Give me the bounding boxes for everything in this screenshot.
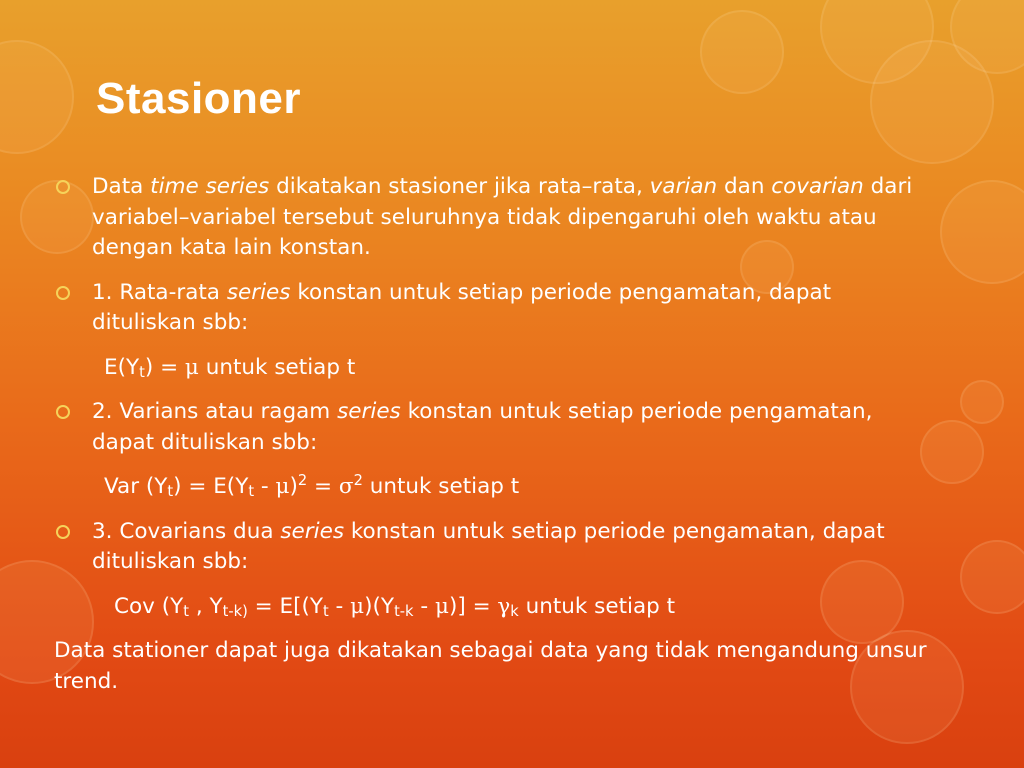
subscript: t-k <box>394 602 414 620</box>
formula-part: = <box>307 474 339 499</box>
subscript: t <box>183 602 189 620</box>
formula-part: - <box>413 593 435 619</box>
text: konstan untuk setiap periode pengamatan, dapat dituliskan sbb: <box>92 399 873 455</box>
formula-variance <box>104 472 934 503</box>
formula-mean <box>104 353 934 384</box>
text: dan <box>717 174 772 199</box>
text: konstan untuk setiap periode pengamatan, dapat dituliskan sbb: <box>92 279 832 335</box>
formula-part: = E[(Y <box>247 593 323 619</box>
formula-part: - <box>254 474 276 499</box>
subscript: t <box>322 602 329 620</box>
bullet-circle-icon <box>56 405 70 419</box>
italic-term: series <box>226 279 291 305</box>
formula-part: ) = <box>144 354 185 380</box>
superscript: 2 <box>297 471 308 489</box>
formula-part: ) <box>289 474 298 499</box>
formula-part: , Y <box>188 593 223 619</box>
italic-term: covarian <box>771 174 864 199</box>
text: dikatakan stasioner jika rata–rata, <box>269 174 650 199</box>
mu-symbol: μ <box>350 593 365 619</box>
italic-term: series <box>280 518 345 544</box>
bullet-covariance <box>54 517 934 578</box>
formula-part: ) = E(Y <box>173 474 249 499</box>
sigma-symbol: σ <box>338 474 354 499</box>
bullet-definition <box>54 172 934 264</box>
bullet-circle-icon <box>56 525 70 539</box>
text: dari variabel–variabel tersebut seluruhnya tidak dipengaruhi oleh waktu atau dengan kata lain konstan. <box>92 174 913 260</box>
formula-part: - <box>328 593 351 619</box>
formula-part: Cov (Y <box>114 593 184 619</box>
formula-part: E(Y <box>104 354 140 380</box>
text: 1. Rata-rata <box>92 279 227 305</box>
italic-term: time series <box>150 174 270 199</box>
text: Data <box>92 174 151 199</box>
text: 3. Covarians dua <box>92 518 281 544</box>
subscript: t <box>139 363 145 381</box>
mu-symbol: μ <box>434 593 449 619</box>
subscript: t <box>248 482 255 500</box>
formula-part: untuk setiap t <box>198 354 356 380</box>
italic-term: varian <box>649 174 718 199</box>
formula-part: )] = <box>448 593 498 619</box>
formula-part: Var (Y <box>104 474 168 499</box>
superscript: 2 <box>353 471 363 489</box>
bullet-variance <box>54 397 934 458</box>
slide-content <box>54 172 934 697</box>
formula-covariance <box>114 592 934 623</box>
bullet-mean <box>54 278 934 339</box>
italic-term: series <box>337 399 401 424</box>
formula-part: untuk setiap t <box>362 474 520 499</box>
subscript: k <box>510 602 519 620</box>
bullet-circle-icon <box>56 286 70 300</box>
text: konstan untuk setiap periode pengamatan, dapat dituliskan sbb: <box>92 518 885 574</box>
gamma-symbol: γ <box>497 593 511 619</box>
formula-part: untuk setiap t <box>518 593 676 619</box>
formula-part: )(Y <box>364 593 395 619</box>
subscript: t <box>167 482 174 500</box>
slide-title: Stasioner <box>96 74 302 123</box>
subscript: t-k) <box>222 602 248 620</box>
closing-statement: Data stationer dapat juga dikatakan sebagai data yang tidak mengandung unsur trend. <box>54 638 927 694</box>
text: 2. Varians atau ragam <box>92 399 338 424</box>
bullet-circle-icon <box>56 180 70 194</box>
mu-symbol: μ <box>184 354 199 380</box>
mu-symbol: μ <box>275 474 290 499</box>
